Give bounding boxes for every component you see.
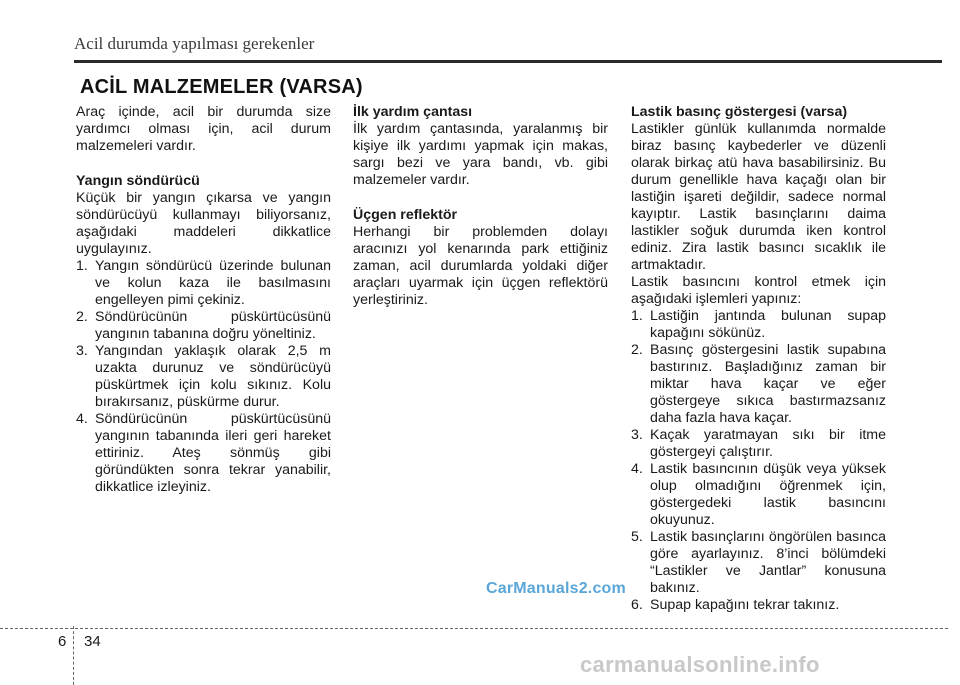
step-text: Supap kapağını tekrar takınız.	[650, 597, 840, 613]
step-text: Lastik basıncının düşük veya yüksek olup olmadığını öğrenmek için, göstergedeki lastik basıncını okuyunuz.	[650, 461, 886, 528]
site-watermark: carmanualsonline.info	[580, 652, 820, 677]
step-number: 4.	[631, 461, 643, 477]
step-text: Söndürücünün püskürtücüsünü yangının tabanına doğru yöneltiniz.	[95, 309, 331, 342]
step-number: 2.	[76, 309, 88, 325]
list-item	[631, 597, 886, 614]
page-header-title: Acil durumda yapılması gerekenler	[74, 34, 315, 53]
header-divider	[74, 60, 942, 63]
fire-extinguisher-steps	[76, 258, 331, 496]
tire-gauge-text: Lastikler günlük kullanımda normalde biraz basınç kaybederler ve düzenli olarak birkaç atü hava basabilirsiniz. Bu durum genellikle hava kaçağı olan bir lastiğin işareti değildir, sadece normal kayıptır. Lastik basınçlarını daima lastikler soğuk durumda iken kontrol ediniz. Zira lastik basıncı sıcaklık ile artmaktadır.	[631, 121, 886, 273]
step-number: 1.	[76, 258, 88, 274]
tire-gauge-instructions: Lastik basıncını kontrol etmek için aşağıdaki işlemleri yapınız:	[631, 274, 886, 307]
step-number: 4.	[76, 411, 88, 427]
intro-paragraph: Araç içinde, acil bir durumda size yardımcı olması için, acil durum malzemeleri vardır.	[76, 104, 331, 154]
list-item	[631, 342, 886, 427]
step-text: Yangın söndürücü üzerinde bulunan ve kolun kaza ile basılmasını engelleyen pimi çekiniz.	[95, 258, 331, 308]
step-text: Söndürücünün püskürtücüsünü yangının tabanında ileri geri hareket ettiriniz. Ateş sönmüş gibi göründükten sonra tekrar yanabilir, dikkatlice izleyiniz.	[95, 411, 331, 495]
section-title: ACİL MALZEMELER (VARSA)	[80, 76, 363, 98]
chapter-number: 6	[58, 633, 67, 650]
step-text: Kaçak yaratmayan sıkı bir itme göstergeyi çalıştırır.	[650, 427, 886, 460]
watermark-link[interactable]: CarManuals2.com	[486, 580, 626, 597]
list-item	[631, 427, 886, 461]
step-text: Lastik basınçlarını öngörülen basınca göre ayarlayınız. 8’inci bölümdeki “Lastikler ve Jantlar” konusuna bakınız.	[650, 529, 886, 596]
column-fire-extinguisher	[76, 104, 331, 496]
list-item	[631, 461, 886, 529]
step-number: 1.	[631, 308, 643, 324]
footer-vertical-divider	[73, 626, 74, 685]
step-number: 3.	[76, 343, 88, 359]
step-text: Basınç göstergesini lastik supabına bastırınız. Başladığınız zaman bir miktar hava kaçar ve eğer göstergeye sıkıca bastırmazsanız daha fazla hava kaçar.	[650, 342, 886, 426]
column-first-aid	[353, 104, 608, 309]
step-number: 6.	[631, 597, 643, 613]
list-item	[76, 309, 331, 343]
step-number: 3.	[631, 427, 643, 443]
reflector-text: Herhangi bir problemden dolayı aracınızı yol kenarında park ettiğiniz zaman, acil durumlarda yoldaki diğer araçları uyarmak için üçgen reflektörü yerleştiriniz.	[353, 224, 608, 308]
reflector-heading: Üçgen reflektör	[353, 207, 458, 223]
step-text: Yangından yaklaşık olarak 2,5 m uzakta durunuz ve söndürücüyü püskürtmek için kolu sıkınız. Kolu bırakırsanız, püskürme durur.	[95, 343, 331, 410]
list-item	[631, 529, 886, 597]
footer-divider	[0, 628, 948, 629]
first-aid-heading: İlk yardım çantası	[353, 104, 473, 120]
page-number: 34	[84, 633, 101, 650]
column-tire-pressure	[631, 104, 886, 614]
tire-gauge-steps	[631, 308, 886, 614]
fire-extinguisher-text: Küçük bir yangın çıkarsa ve yangın söndürücüyü kullanmayı biliyorsanız, aşağıdaki maddeleri dikkatlice uygulayınız.	[76, 190, 331, 257]
list-item	[76, 258, 331, 309]
first-aid-text: İlk yardım çantasında, yaralanmış bir kişiye ilk yardımı yapmak için makas, sargı bezi ve yara bandı, vb. gibi malzemeler vardır.	[353, 121, 608, 188]
step-text: Lastiğin jantında bulunan supap kapağını sökünüz.	[650, 308, 886, 341]
tire-gauge-heading: Lastik basınç göstergesi (varsa)	[631, 104, 848, 120]
step-number: 5.	[631, 529, 643, 545]
step-number: 2.	[631, 342, 643, 358]
list-item	[631, 308, 886, 342]
list-item	[76, 411, 331, 496]
fire-extinguisher-heading: Yangın söndürücü	[76, 173, 200, 189]
list-item	[76, 343, 331, 411]
